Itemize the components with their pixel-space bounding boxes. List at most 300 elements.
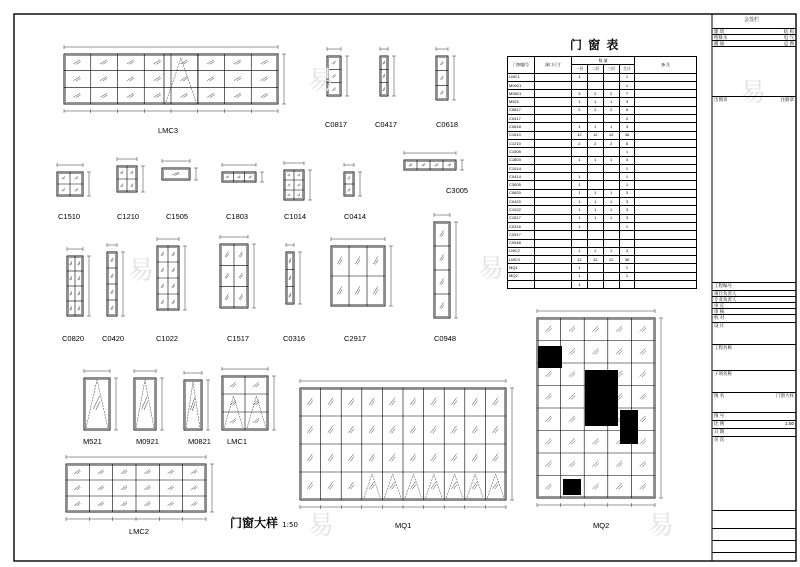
schedule-cell [635, 123, 697, 131]
label-lmc3: LMC3 [158, 126, 179, 135]
glass-mark [70, 261, 72, 265]
schedule-cell: LMC2 [508, 247, 535, 255]
glass-mark [410, 482, 415, 489]
glass-mark [431, 454, 436, 461]
schedule-cell: 1 [571, 73, 587, 81]
glass-mark [144, 502, 150, 506]
schedule-cell [635, 281, 697, 289]
label-c0618: C0618 [436, 120, 459, 129]
schedule-header-cell: 数 量 [571, 57, 634, 65]
schedule-cell: 1 [571, 247, 587, 255]
glass-mark [121, 486, 127, 490]
mq1-door-swing [487, 474, 504, 498]
schedule-cell [535, 198, 572, 206]
m0821-swing [186, 382, 200, 428]
schedule-cell: 2 [587, 139, 603, 147]
glass-mark [288, 174, 291, 177]
title-block-label: 暖 通 [714, 41, 725, 46]
m0921-inner [136, 380, 155, 429]
schedule-cell: C0414 [508, 173, 535, 181]
glass-mark [207, 77, 214, 81]
title-block-value: 结 构 [783, 29, 794, 34]
schedule-cell [635, 264, 697, 272]
c1505-inner [164, 170, 189, 179]
glass-mark [640, 416, 646, 422]
glass-mark [348, 176, 351, 179]
schedule-cell: MQ2 [508, 272, 535, 280]
schedule-row [508, 115, 697, 123]
glass-mark [234, 77, 241, 81]
glass-mark [348, 398, 353, 405]
label-c0820: C0820 [62, 334, 85, 343]
schedule-cell [587, 115, 603, 123]
label-m521: M521 [83, 437, 102, 446]
schedule-cell: 1 [571, 181, 587, 189]
schedule-cell [587, 181, 603, 189]
glass-mark [409, 164, 412, 167]
schedule-cell: 1 [603, 189, 619, 197]
schedule-row [508, 131, 697, 139]
schedule-cell [587, 264, 603, 272]
schedule-row [508, 256, 697, 264]
glass-mark [328, 454, 333, 461]
schedule-cell: C1210 [508, 139, 535, 147]
schedule-cell: 3 [619, 247, 635, 255]
schedule-cell [603, 281, 619, 289]
glass-mark [180, 93, 187, 97]
label-c3005: C3005 [446, 186, 469, 195]
label-c0417: C0417 [375, 120, 398, 129]
schedule-cell: 1 [619, 181, 635, 189]
glass-mark [288, 194, 291, 197]
glass-mark [234, 93, 241, 97]
schedule-cell: 36 [619, 131, 635, 139]
glass-mark [348, 482, 353, 489]
schedule-cell [587, 222, 603, 230]
schedule-cell [535, 222, 572, 230]
glass-mark [451, 482, 456, 489]
title-block-label: 子项名称 [714, 371, 732, 376]
glass-mark [332, 87, 336, 90]
glass-mark [207, 93, 214, 97]
glass-mark [172, 172, 179, 175]
schedule-cell [603, 73, 619, 81]
glass-mark [127, 77, 134, 81]
schedule-row [508, 73, 697, 81]
schedule-cell [535, 156, 572, 164]
schedule-header-cell: 备 注 [635, 57, 697, 74]
glass-mark [78, 276, 80, 280]
schedule-cell [535, 239, 572, 247]
glass-mark [62, 188, 65, 191]
glass-mark [332, 74, 336, 77]
m0921-frame [134, 378, 156, 430]
schedule-cell: 1 [603, 123, 619, 131]
schedule-header-row [508, 57, 697, 65]
schedule-cell: 3 [571, 90, 587, 98]
schedule-cell: C0420 [508, 198, 535, 206]
schedule-cell [587, 81, 603, 89]
glass-mark [75, 188, 78, 191]
schedule-cell [535, 73, 572, 81]
glass-mark [616, 348, 622, 354]
glass-mark [172, 252, 175, 256]
watermark: 易 [478, 254, 505, 284]
schedule-cell [535, 181, 572, 189]
schedule-cell: C1510 [508, 131, 535, 139]
glass-mark [348, 426, 353, 433]
glass-mark [337, 287, 342, 295]
glass-mark [640, 393, 646, 399]
schedule-cell: 1 [587, 198, 603, 206]
schedule-header-cell: 三层 [603, 65, 619, 73]
glass-mark [569, 461, 575, 467]
title-block-label: 出图章 [714, 97, 728, 102]
glass-mark [640, 438, 646, 444]
glass-mark [191, 486, 197, 490]
schedule-cell: 1 [603, 247, 619, 255]
glass-mark [253, 382, 259, 387]
schedule-cell [535, 272, 572, 280]
schedule-cell: 1 [619, 272, 635, 280]
glass-mark [440, 90, 443, 94]
glass-mark [422, 164, 425, 167]
title-block-top: 会签栏 [744, 17, 760, 23]
title-block-label: 日 期 [714, 429, 725, 434]
label-c1803: C1803 [226, 212, 249, 221]
title-block-label: 审 核 [714, 309, 725, 314]
section-scale: 1:50 [282, 521, 298, 529]
schedule-row [508, 173, 697, 181]
schedule-cell [535, 256, 572, 264]
schedule-cell [535, 81, 572, 89]
glass-mark [239, 273, 243, 278]
m0921-swing [136, 380, 154, 428]
glass-mark [569, 371, 575, 377]
schedule-row [508, 214, 697, 222]
title-block-row [712, 96, 796, 283]
schedule-row [508, 247, 697, 255]
schedule-cell: 1 [619, 222, 635, 230]
schedule-cell: 1 [587, 206, 603, 214]
title-block-value: 电 气 [783, 35, 794, 40]
glass-mark [545, 393, 551, 399]
glass-mark [225, 273, 229, 278]
glass-mark [168, 486, 174, 490]
schedule-cell: 12 [571, 131, 587, 139]
schedule-row [508, 164, 697, 172]
schedule-cell: C1014 [508, 164, 535, 172]
glass-mark [348, 188, 351, 191]
schedule-cell: 1 [619, 148, 635, 156]
title-block-row [712, 392, 796, 413]
schedule-cell [635, 139, 697, 147]
schedule-cell: 1 [587, 123, 603, 131]
schedule-cell [535, 90, 572, 98]
glass-mark [592, 461, 598, 467]
title-block-label: 设 计 [714, 323, 725, 328]
schedule-cell: 1 [571, 156, 587, 164]
glass-mark [78, 261, 80, 265]
schedule-cell [587, 73, 603, 81]
title-block-label: 比 例 [714, 421, 725, 426]
label-c1022: C1022 [156, 334, 179, 343]
glass-mark [121, 184, 124, 187]
glass-mark [545, 416, 551, 422]
schedule-row [508, 181, 697, 189]
glass-mark [448, 164, 451, 167]
glass-mark [234, 60, 241, 64]
section-title [230, 514, 298, 531]
glass-mark [640, 348, 646, 354]
schedule-cell [535, 214, 572, 222]
glass-mark [144, 486, 150, 490]
schedule-cell: MQ1 [508, 264, 535, 272]
glass-mark [348, 454, 353, 461]
glass-mark [172, 284, 175, 288]
schedule-cell: M521 [508, 98, 535, 106]
glass-mark [383, 87, 385, 90]
schedule-row [508, 198, 697, 206]
glass-mark [75, 176, 78, 179]
glass-mark [161, 268, 164, 272]
glass-mark [298, 184, 301, 187]
schedule-cell [535, 123, 572, 131]
schedule-cell [587, 281, 603, 289]
glass-mark [431, 398, 436, 405]
title-block-row [712, 370, 796, 393]
schedule-cell: 1 [603, 156, 619, 164]
title-block-label: 图 名 [714, 393, 725, 398]
schedule-cell: 1 [603, 214, 619, 222]
label-c0817: C0817 [325, 120, 348, 129]
schedule-cell: C0820 [508, 189, 535, 197]
glass-mark [545, 483, 551, 489]
schedule-cell: 12 [571, 256, 587, 264]
mq1-door-swing [384, 474, 401, 498]
glass-mark [121, 470, 127, 474]
glass-mark [230, 382, 236, 387]
glass-mark [121, 502, 127, 506]
glass-mark [451, 398, 456, 405]
schedule-cell [635, 239, 697, 247]
schedule-cell: 3 [619, 198, 635, 206]
schedule-cell [571, 115, 587, 123]
glass-mark [168, 470, 174, 474]
schedule-cell [635, 73, 697, 81]
m521-swing [86, 380, 108, 428]
schedule-row [508, 156, 697, 164]
title-block-row [712, 46, 796, 97]
title-block-label: 校 对 [714, 315, 725, 320]
section-title-text: 门窗大样 [230, 516, 279, 530]
glass-mark [390, 398, 395, 405]
label-c1505: C1505 [166, 212, 189, 221]
schedule-cell: M0821 [508, 90, 535, 98]
schedule-cell [535, 264, 572, 272]
schedule-cell [571, 148, 587, 156]
schedule-cell: 1 [619, 73, 635, 81]
schedule-row [508, 189, 697, 197]
lmc3-door [164, 54, 198, 104]
title-block-header [712, 14, 796, 28]
mq1-door-swing [364, 474, 381, 498]
schedule-cell: 1 [587, 98, 603, 106]
glass-mark [127, 93, 134, 97]
glass-mark [161, 284, 164, 288]
schedule-cell [535, 148, 572, 156]
schedule-cell [603, 272, 619, 280]
schedule-cell [603, 239, 619, 247]
glass-mark [431, 482, 436, 489]
schedule-cell [635, 156, 697, 164]
glass-mark [569, 416, 575, 422]
glass-mark [616, 326, 622, 332]
schedule-cell [635, 115, 697, 123]
schedule-row [508, 106, 697, 114]
schedule-cell: 3 [619, 189, 635, 197]
schedule-cell: 6 [619, 139, 635, 147]
glass-mark [298, 174, 301, 177]
schedule-row [508, 231, 697, 239]
glass-mark [569, 348, 575, 354]
c1505-frame [162, 168, 190, 180]
glass-mark [98, 502, 104, 506]
schedule-cell: 7 [619, 90, 635, 98]
schedule-cell [587, 239, 603, 247]
glass-mark [390, 426, 395, 433]
watermark: 易 [308, 511, 335, 541]
label-c1014: C1014 [284, 212, 307, 221]
glass-mark [640, 461, 646, 467]
glass-mark [373, 257, 378, 265]
glass-mark [154, 60, 161, 64]
schedule-cell [571, 231, 587, 239]
glass-mark [111, 258, 114, 262]
schedule-cell [635, 164, 697, 172]
m521-inner [86, 380, 109, 429]
glass-mark [307, 398, 312, 405]
schedule-cell: 2 [603, 106, 619, 114]
title-block-row [712, 322, 796, 345]
schedule-cell: 1 [571, 222, 587, 230]
schedule-cell: C0316 [508, 222, 535, 230]
glass-mark [191, 502, 197, 506]
glass-mark [592, 348, 598, 354]
schedule-cell: 1 [587, 189, 603, 197]
mq1-door-swing [405, 474, 422, 498]
glass-mark [70, 291, 72, 295]
glass-mark [261, 77, 268, 81]
schedule-cell: 3 [619, 98, 635, 106]
schedule-cell [603, 148, 619, 156]
lmc3-door-swing [166, 58, 196, 102]
glass-mark [74, 486, 80, 490]
schedule-cell: C1517 [508, 214, 535, 222]
glass-mark [383, 74, 385, 77]
schedule-row [508, 81, 697, 89]
schedule-cell [603, 231, 619, 239]
m0821-inner [186, 382, 201, 429]
schedule-cell: 1 [571, 173, 587, 181]
label-mq1: MQ1 [395, 521, 412, 530]
glass-mark [74, 470, 80, 474]
schedule-cell: 1 [587, 156, 603, 164]
schedule-header-cell: 二层 [587, 65, 603, 73]
schedule-cell [635, 106, 697, 114]
glass-mark [328, 398, 333, 405]
schedule-row [508, 90, 697, 98]
schedule-cell: LMC1 [508, 73, 535, 81]
schedule-cell: C2917 [508, 231, 535, 239]
schedule-cell [635, 90, 697, 98]
c0817-inner [329, 58, 340, 95]
watermark: 易 [128, 256, 155, 286]
glass-mark [298, 194, 301, 197]
schedule-cell: C0417 [508, 115, 535, 123]
glass-mark [440, 278, 444, 284]
glass-mark [369, 426, 374, 433]
schedule-cell: 1 [619, 164, 635, 172]
glass-mark [307, 454, 312, 461]
title-block-label: 页 次 [714, 437, 725, 442]
glass-mark [180, 60, 187, 64]
glass-mark [616, 483, 622, 489]
glass-mark [98, 486, 104, 490]
schedule-cell: 1 [619, 173, 635, 181]
glass-mark [328, 426, 333, 433]
schedule-cell: 12 [603, 131, 619, 139]
schedule-cell [635, 81, 697, 89]
schedule-cell [635, 214, 697, 222]
schedule-row [508, 139, 697, 147]
schedule-cell [635, 272, 697, 280]
schedule-cell [635, 222, 697, 230]
door-window-schedule [507, 56, 697, 289]
glass-mark [239, 251, 243, 256]
schedule-cell [535, 139, 572, 147]
glass-mark [93, 396, 100, 409]
schedule-cell [587, 148, 603, 156]
schedule-cell: 1 [587, 214, 603, 222]
schedule-cell [635, 189, 697, 197]
schedule-row [508, 123, 697, 131]
glass-mark [73, 60, 80, 64]
glass-mark [332, 61, 336, 64]
c0618-inner [438, 58, 447, 99]
schedule-cell: 1 [603, 198, 619, 206]
glass-mark [226, 176, 229, 179]
glass-mark [410, 454, 415, 461]
glass-mark [369, 482, 374, 489]
schedule-cell: 1 [603, 206, 619, 214]
glass-mark [100, 93, 107, 97]
schedule-cell: 1 [587, 247, 603, 255]
glass-mark [451, 426, 456, 433]
glass-mark [289, 275, 291, 279]
schedule-cell: 2 [587, 106, 603, 114]
glass-mark [493, 398, 498, 405]
schedule-cell: 6 [619, 106, 635, 114]
schedule-cell [535, 98, 572, 106]
glass-mark [390, 482, 395, 489]
m521-frame [84, 378, 110, 430]
label-m0921: M0921 [136, 437, 159, 446]
glass-mark [440, 302, 444, 308]
schedule-cell [635, 131, 697, 139]
glass-mark [545, 438, 551, 444]
schedule-row [508, 281, 697, 289]
